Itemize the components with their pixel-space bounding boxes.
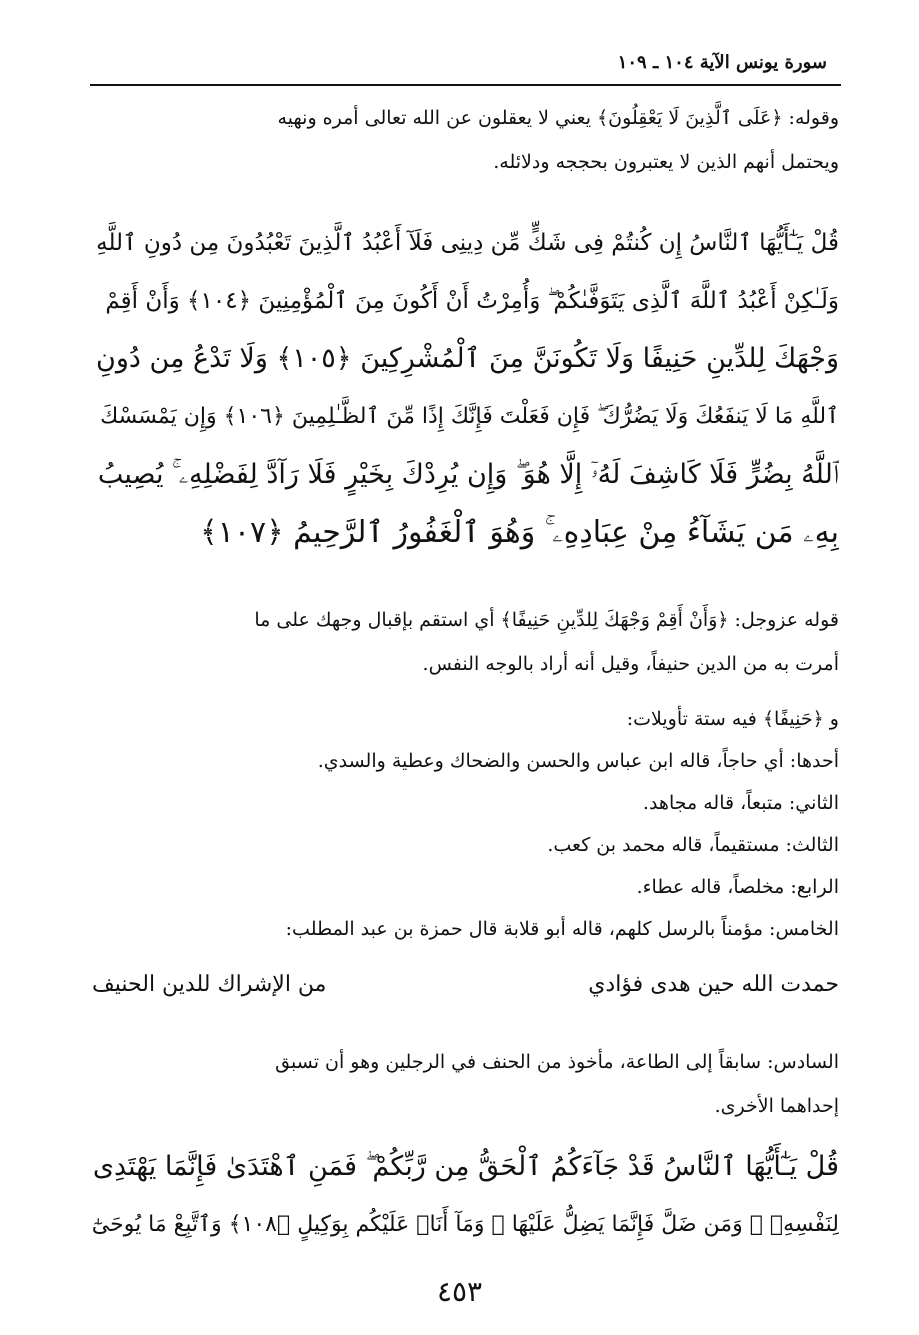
verse-line: لِنَفْسِهِۦ ۖ وَمَن ضَلَّ فَإِنَّمَا يَضِلُّ عَلَيْهَا ۖ وَمَآ أَنَا۠ عَلَيْكُم بِوَكِيلٍ ﴿١٠٨﴾ وَٱتَّبِعْ مَا يُوحَىٰٓ [92,1212,839,1237]
commentary-line: السادس: سابقاً إلى الطاعة، مأخوذ من الحنف في الرجلين وهو أن تسبق [275,1051,839,1073]
interpretation-item: أحدها: أي حاجاً، قاله ابن عباس والحسن والضحاك وعطية والسدي. [317,750,839,772]
verse-line: قُلْ يَـٰٓأَيُّهَا ٱلنَّاسُ إِن كُنتُمْ فِى شَكٍّ مِّن دِينِى فَلَآ أَعْبُدُ ٱلَّذِينَ تَعْبُدُونَ مِن دُونِ ٱللَّهِ [96,230,839,256]
commentary-paragraph-1 [92,96,839,184]
verse-line: ٱللَّهُ بِضُرٍّ فَلَا كَاشِفَ لَهُۥٓ إِلَّا هُوَ ۖ وَإِن يُرِدْكَ بِخَيْرٍ فَلَا رَآدَّ لِفَضْلِهِۦ ۚ يُصِيبُ [97,459,839,490]
poem-verse [92,972,839,997]
commentary-line: قوله عزوجل: ﴿وَأَنْ أَقِمْ وَجْهَكَ لِلدِّينِ حَنِيفًا﴾ أي استقم بإقبال وجهك على ما [254,609,839,631]
commentary-line: ويحتمل أنهم الذين لا يعتبرون بحججه ودلائله. [493,151,839,173]
interpretation-item: الخامس: مؤمناً بالرسل كلهم، قاله أبو قلابة قال حمزة بن عبد المطلب: [285,918,839,940]
verse-line: قُلْ يَـٰٓأَيُّهَا ٱلنَّاسُ قَدْ جَآءَكُمُ ٱلْحَقُّ مِن رَّبِّكُمْ ۖ فَمَنِ ٱهْتَدَىٰ فَإِنَّمَا يَهْتَدِى [92,1151,839,1182]
commentary-line: وقوله: ﴿عَلَى ٱلَّذِينَ لَا يَعْقِلُونَ﴾ يعني لا يعقلون عن الله تعالى أمره ونهيه [277,107,839,129]
poem-first-hemistich: حمدت الله حين هدى فؤادي [588,972,839,997]
commentary-paragraph-2 [92,598,839,686]
commentary-line: إحداهما الأخرى. [714,1095,839,1117]
running-header: سورة يونس الآية ١٠٤ ـ ١٠٩ [617,52,827,73]
header-rule [90,84,841,86]
verse-line: وَجْهَكَ لِلدِّينِ حَنِيفًا وَلَا تَكُونَنَّ مِنَ ٱلْمُشْرِكِينَ ﴿١٠٥﴾ وَلَا تَدْعُ مِن دُونِ [95,343,839,374]
interpretation-item: الرابع: مخلصاً، قاله عطاء. [636,876,839,898]
quran-verses-104-107 [92,214,839,562]
verse-line: وَلَـٰكِنْ أَعْبُدُ ٱللَّهَ ٱلَّذِى يَتَوَفَّىٰكُمْ ۖ وَأُمِرْتُ أَنْ أَكُونَ مِنَ ٱلْمُؤْمِنِينَ ﴿١٠٤﴾ وَأَنْ أَقِمْ [105,288,839,314]
interpretations-intro: و ﴿حَنِيفًا﴾ فيه ستة تأويلات: [626,708,839,730]
verse-line: ٱللَّهِ مَا لَا يَنفَعُكَ وَلَا يَضُرُّكَ ۖ فَإِن فَعَلْتَ فَإِنَّكَ إِذًا مِّنَ ٱلظَّـٰلِمِينَ ﴿١٠٦﴾ وَإِن يَمْسَسْكَ [100,404,839,429]
commentary-line: أمرت به من الدين حنيفاً، وقيل أنه أراد بالوجه النفس. [422,653,839,675]
verse-line: بِهِۦ مَن يَشَآءُ مِنْ عِبَادِهِۦ ۚ وَهُوَ ٱلْغَفُورُ ٱلرَّحِيمُ ﴿١٠٧﴾ [200,515,839,550]
commentary-paragraph-3 [92,1040,839,1128]
interpretation-item: الثاني: متبعاً، قاله مجاهد. [642,792,839,814]
poem-second-hemistich: من الإشراك للدين الحنيف [92,972,327,997]
interpretation-item: الثالث: مستقيماً، قاله محمد بن كعب. [547,834,839,856]
hanif-interpretations [92,698,839,950]
page-number: ٤٥٣ [436,1275,483,1308]
quran-verses-108-109 [92,1138,839,1254]
